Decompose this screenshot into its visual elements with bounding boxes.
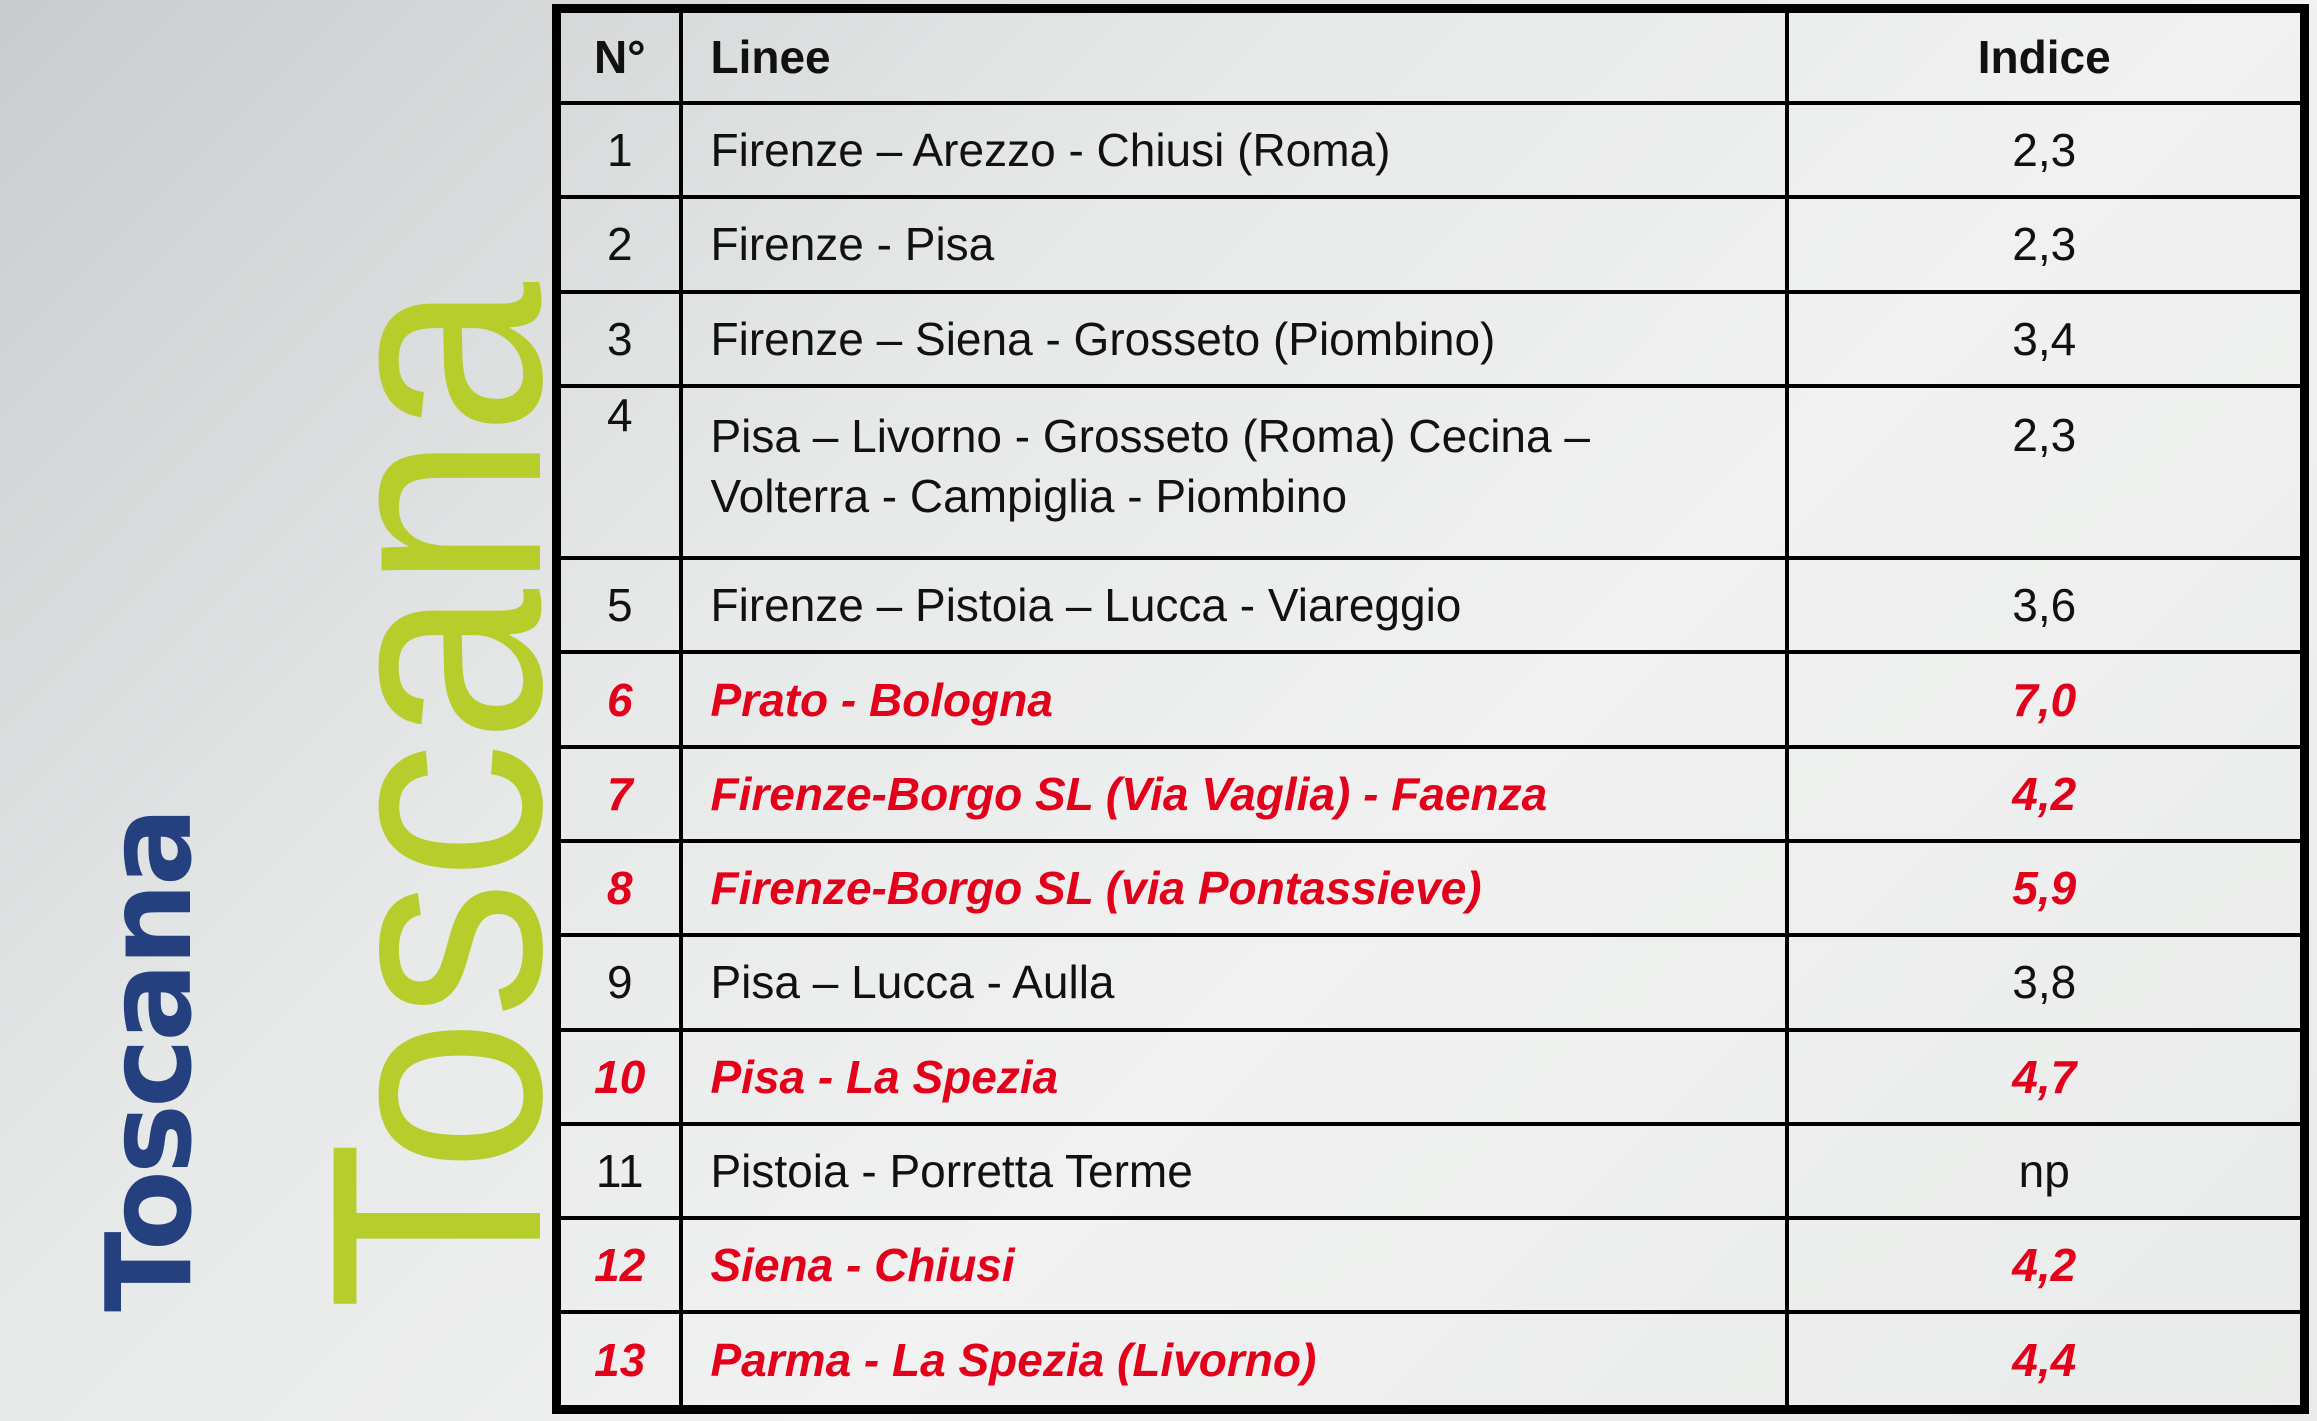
row-number: 1 [557, 103, 681, 197]
table-row [557, 935, 2305, 1029]
row-line-part-2: Volterra - Campiglia - Piombino [710, 469, 1348, 522]
row-line: Firenze – Arezzo - Chiusi (Roma) [681, 103, 1787, 197]
row-number: 11 [557, 1124, 681, 1218]
table-row-highlighted [557, 841, 2305, 935]
row-index: 2,3 [1787, 386, 2305, 558]
row-index: 4,7 [1787, 1030, 2305, 1124]
row-index: 2,3 [1787, 103, 2305, 197]
row-number: 6 [557, 652, 681, 746]
row-number: 10 [557, 1030, 681, 1124]
row-number: 7 [557, 747, 681, 841]
row-index: 3,4 [1787, 292, 2305, 386]
table-row [557, 558, 2305, 652]
header-index: Indice [1787, 9, 2305, 104]
row-line: Pisa - La Spezia [681, 1030, 1787, 1124]
table-row [557, 386, 2305, 558]
table-row [557, 292, 2305, 386]
table-row-highlighted [557, 1218, 2305, 1312]
row-number: 4 [557, 386, 681, 558]
row-index: 4,4 [1787, 1312, 2305, 1409]
row-line [681, 386, 1787, 558]
header-lines: Linee [681, 9, 1787, 104]
row-line: Parma - La Spezia (Livorno) [681, 1312, 1787, 1409]
railway-lines-table [552, 4, 2309, 1414]
table-header-row [557, 9, 2305, 104]
row-number: 8 [557, 841, 681, 935]
row-index: 4,2 [1787, 1218, 2305, 1312]
row-number: 9 [557, 935, 681, 1029]
logo-bold-wordmark: Toscana [80, 810, 218, 1312]
row-index: np [1787, 1124, 2305, 1218]
table-row [557, 1124, 2305, 1218]
row-index: 3,6 [1787, 558, 2305, 652]
row-index: 7,0 [1787, 652, 2305, 746]
table-row-highlighted [557, 747, 2305, 841]
row-number: 5 [557, 558, 681, 652]
row-number: 2 [557, 197, 681, 291]
header-number: N° [557, 9, 681, 104]
table-row-highlighted [557, 1312, 2305, 1409]
row-line-part-1: Pisa – Livorno - Grosseto (Roma) Cecina – [710, 409, 1590, 462]
row-line: Pistoia - Porretta Terme [681, 1124, 1787, 1218]
row-number: 13 [557, 1312, 681, 1409]
toscana-logo [0, 0, 604, 1421]
row-number: 12 [557, 1218, 681, 1312]
row-number: 3 [557, 292, 681, 386]
row-index: 4,2 [1787, 747, 2305, 841]
row-line: Prato - Bologna [681, 652, 1787, 746]
row-line: Firenze-Borgo SL (Via Vaglia) - Faenza [681, 747, 1787, 841]
logo-thin-wordmark: Toscana [268, 282, 604, 1310]
row-line: Firenze – Siena - Grosseto (Piombino) [681, 292, 1787, 386]
row-line: Siena - Chiusi [681, 1218, 1787, 1312]
table-row-highlighted [557, 1030, 2305, 1124]
row-line: Firenze-Borgo SL (via Pontassieve) [681, 841, 1787, 935]
table-row [557, 197, 2305, 291]
row-index: 2,3 [1787, 197, 2305, 291]
table-row-highlighted [557, 652, 2305, 746]
row-index: 3,8 [1787, 935, 2305, 1029]
row-line: Firenze - Pisa [681, 197, 1787, 291]
row-line: Firenze – Pistoia – Lucca - Viareggio [681, 558, 1787, 652]
row-index: 5,9 [1787, 841, 2305, 935]
table-row [557, 103, 2305, 197]
row-line: Pisa – Lucca - Aulla [681, 935, 1787, 1029]
